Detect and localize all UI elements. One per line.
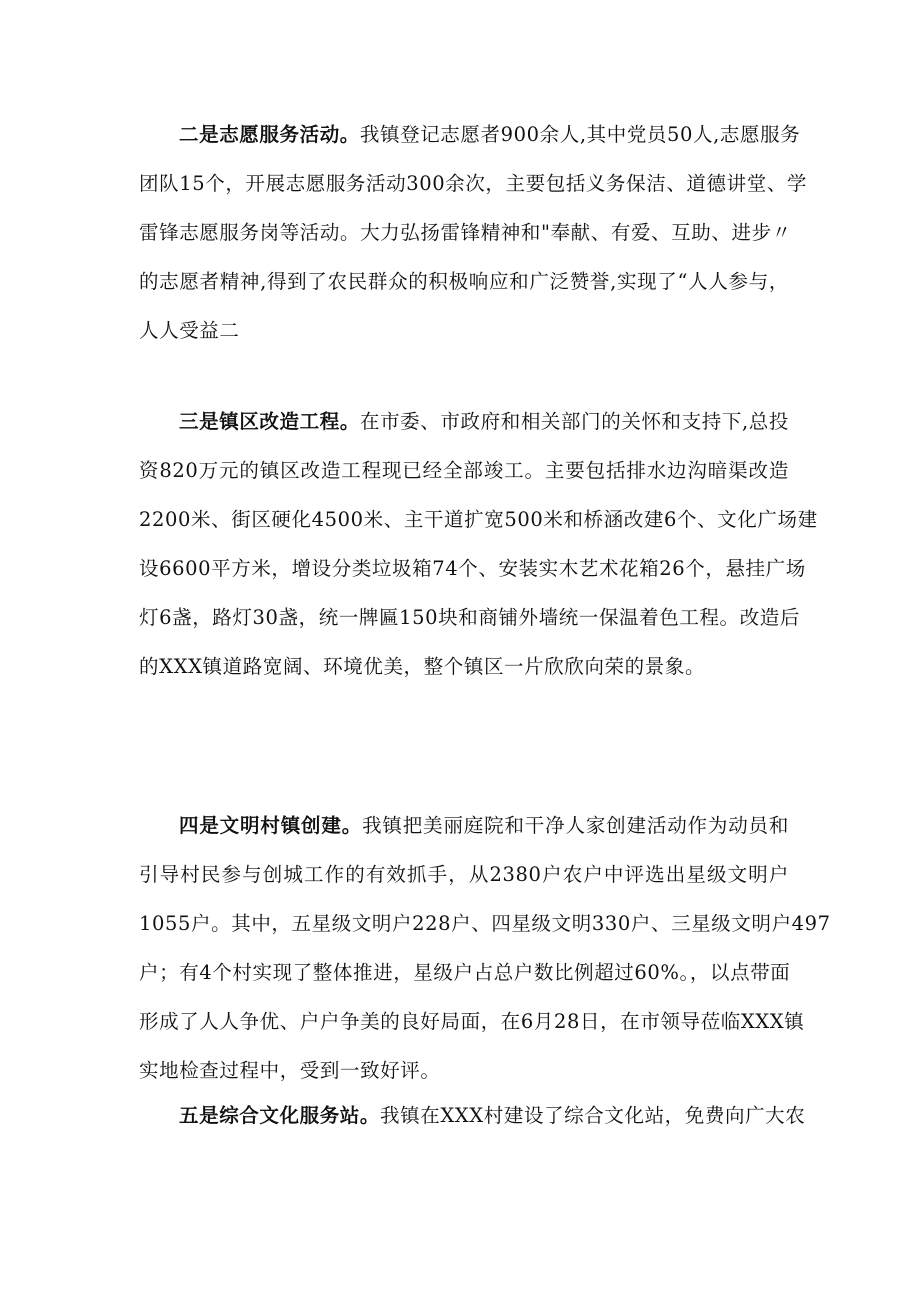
paragraph-cultural-station: [139, 1091, 806, 1140]
paragraph-text: 在市委、市政府和相关部门的关怀和支持下,总投: [359, 410, 789, 433]
paragraph-text: 我镇把美丽庭院和干净人家创建活动作为动员和: [362, 814, 789, 837]
paragraph-line: 引导村民参与创城工作的有效抓手，从2380户农户中评选出星级文明户: [139, 863, 789, 886]
paragraph-text: 我镇在XXX村建设了综合文化站，免费向广大农: [380, 1104, 806, 1127]
paragraph-line: 灯6盏，路灯30盏，统一牌匾150块和商铺外墙统一保温着色工程。改造后: [139, 606, 800, 629]
paragraph-text: 我镇登记志愿者900余人,其中党员50人,志愿服务: [359, 123, 801, 146]
paragraph-line: 2200米、街区硬化4500米、主干道扩宽500米和桥涵改建6个、文化广场建: [139, 508, 818, 531]
paragraph-heading: 五是综合文化服务站。: [179, 1104, 381, 1127]
paragraph-line: 户；有4个村实现了整体推进，星级户占总户数比例超过60%。，以点带面: [139, 961, 791, 984]
paragraph-line: 的XXX镇道路宽阔、环境优美，整个镇区一片欣欣向荣的景象。: [139, 655, 706, 678]
paragraph-civilized-village: [139, 801, 831, 1095]
paragraph-line: 团队15个，开展志愿服务活动300余次，主要包括义务保洁、道德讲堂、学: [139, 172, 808, 195]
paragraph-line: [139, 397, 789, 446]
paragraph-town-renovation: [139, 397, 818, 691]
paragraph-line: 雷锋志愿服务岗等活动。大力弘扬雷锋精神和"奉献、有爱、互助、进步〃: [139, 221, 792, 244]
paragraph-line: 资820万元的镇区改造工程现已经全部竣工。主要包括排水边沟暗渠改造: [139, 459, 789, 482]
paragraph-line: [139, 110, 801, 159]
paragraph-line: 实地检查过程中，受到一致好评。: [139, 1059, 441, 1082]
paragraph-heading: 二是志愿服务活动。: [179, 123, 360, 146]
paragraph-line: [139, 1091, 806, 1140]
paragraph-line: 1055户。其中，五星级文明户228户、四星级文明330户、三星级文明户497: [139, 912, 831, 935]
paragraph-line: [139, 801, 789, 850]
paragraph-line: 形成了人人争优、户户争美的良好局面，在6月28日，在市领导莅临XXX镇: [139, 1010, 805, 1033]
paragraph-heading: 三是镇区改造工程。: [179, 410, 360, 433]
paragraph-line: 人人受益二: [139, 319, 240, 342]
paragraph-volunteer-service: [139, 110, 808, 355]
paragraph-heading: 四是文明村镇创建。: [179, 814, 363, 837]
paragraph-line: 设6600平方米，增设分类垃圾箱74个、安装实木艺术花箱26个，悬挂广场: [139, 557, 806, 580]
paragraph-line: 的志愿者精神,得到了农民群众的积极响应和广泛赞誉,实现了“人人参与，: [139, 270, 789, 293]
